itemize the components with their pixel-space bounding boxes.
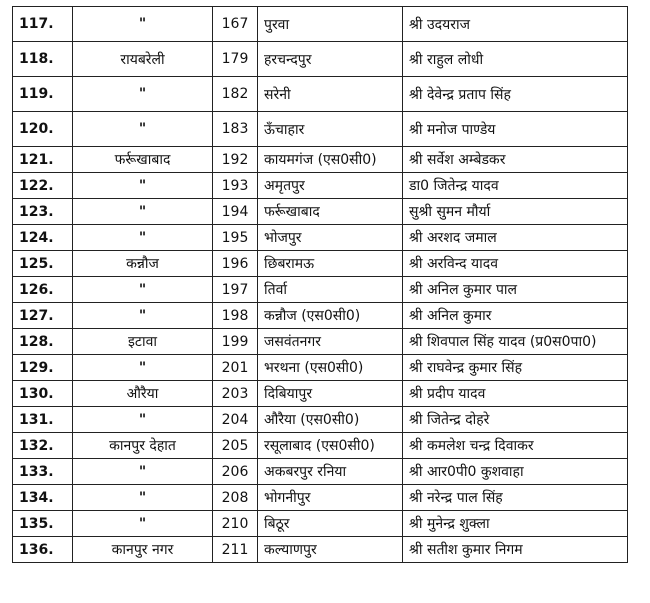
constituency-name-cell: कायमगंज (एस0सी0) [258,147,403,173]
district-cell: कानपुर देहात [73,433,213,459]
constituency-number-cell: 193 [213,173,258,199]
constituency-name-cell: बिठूर [258,511,403,537]
constituency-number-cell: 208 [213,485,258,511]
district-cell: कानपुर नगर [73,537,213,563]
candidate-name-cell: श्री सर्वेश अम्बेडकर [403,147,628,173]
table-row [13,42,628,77]
serial-number-cell: 125. [13,251,73,277]
candidate-name-cell: श्री आर0पी0 कुशवाहा [403,459,628,485]
constituency-number-cell: 197 [213,277,258,303]
candidate-name-cell: श्री अरशद जमाल [403,225,628,251]
district-cell: " [73,407,213,433]
serial-number-cell: 117. [13,7,73,42]
district-cell: कन्नौज [73,251,213,277]
district-cell: " [73,173,213,199]
candidate-table [12,6,628,563]
serial-number-cell: 130. [13,381,73,407]
table-row [13,251,628,277]
candidate-name-cell: श्री जितेन्द्र दोहरे [403,407,628,433]
table-row [13,147,628,173]
serial-number-cell: 118. [13,42,73,77]
serial-number-cell: 122. [13,173,73,199]
constituency-name-cell: फर्रूखाबाद [258,199,403,225]
serial-number-cell: 129. [13,355,73,381]
constituency-number-cell: 206 [213,459,258,485]
table-row [13,7,628,42]
table-row [13,112,628,147]
table-row [13,381,628,407]
serial-number-cell: 132. [13,433,73,459]
table-row [13,459,628,485]
serial-number-cell: 127. [13,303,73,329]
constituency-number-cell: 194 [213,199,258,225]
serial-number-cell: 134. [13,485,73,511]
candidate-name-cell: श्री कमलेश चन्द्र दिवाकर [403,433,628,459]
constituency-number-cell: 167 [213,7,258,42]
constituency-name-cell: छिबरामऊ [258,251,403,277]
table-body [13,7,628,563]
district-cell: " [73,112,213,147]
candidate-name-cell: श्री देवेन्द्र प्रताप सिंह [403,77,628,112]
table-row [13,303,628,329]
constituency-number-cell: 210 [213,511,258,537]
constituency-number-cell: 183 [213,112,258,147]
district-cell: " [73,199,213,225]
constituency-number-cell: 192 [213,147,258,173]
district-cell: फर्रूखाबाद [73,147,213,173]
candidate-name-cell: श्री अनिल कुमार पाल [403,277,628,303]
constituency-name-cell: दिबियापुर [258,381,403,407]
district-cell: " [73,77,213,112]
constituency-name-cell: सरेनी [258,77,403,112]
constituency-number-cell: 179 [213,42,258,77]
candidate-name-cell: श्री राहुल लोधी [403,42,628,77]
table-row [13,77,628,112]
constituency-number-cell: 205 [213,433,258,459]
district-cell: " [73,225,213,251]
candidate-name-cell: श्री नरेन्द्र पाल सिंह [403,485,628,511]
serial-number-cell: 120. [13,112,73,147]
constituency-name-cell: जसवंतनगर [258,329,403,355]
constituency-number-cell: 182 [213,77,258,112]
district-cell: " [73,511,213,537]
constituency-name-cell: भोजपुर [258,225,403,251]
constituency-name-cell: अमृतपुर [258,173,403,199]
serial-number-cell: 119. [13,77,73,112]
district-cell: " [73,485,213,511]
candidate-name-cell: श्री अनिल कुमार [403,303,628,329]
district-cell: इटावा [73,329,213,355]
constituency-name-cell: ऊँचाहार [258,112,403,147]
serial-number-cell: 136. [13,537,73,563]
constituency-name-cell: हरचन्दपुर [258,42,403,77]
constituency-number-cell: 203 [213,381,258,407]
table-row [13,511,628,537]
serial-number-cell: 128. [13,329,73,355]
candidate-name-cell: डा0 जितेन्द्र यादव [403,173,628,199]
candidate-name-cell: श्री उदयराज [403,7,628,42]
district-cell: " [73,459,213,485]
constituency-number-cell: 199 [213,329,258,355]
serial-number-cell: 121. [13,147,73,173]
district-cell: औरैया [73,381,213,407]
candidate-name-cell: श्री मनोज पाण्डेय [403,112,628,147]
table-row [13,407,628,433]
candidate-name-cell: श्री शिवपाल सिंह यादव (प्र0स0पा0) [403,329,628,355]
constituency-number-cell: 196 [213,251,258,277]
candidate-name-cell: श्री राघवेन्द्र कुमार सिंह [403,355,628,381]
constituency-number-cell: 198 [213,303,258,329]
serial-number-cell: 123. [13,199,73,225]
constituency-name-cell: अकबरपुर रनिया [258,459,403,485]
constituency-number-cell: 211 [213,537,258,563]
constituency-name-cell: पुरवा [258,7,403,42]
table-row [13,277,628,303]
table-row [13,199,628,225]
district-cell: रायबरेली [73,42,213,77]
serial-number-cell: 135. [13,511,73,537]
table-row [13,485,628,511]
candidate-name-cell: श्री सतीश कुमार निगम [403,537,628,563]
constituency-number-cell: 201 [213,355,258,381]
serial-number-cell: 124. [13,225,73,251]
candidate-name-cell: श्री प्रदीप यादव [403,381,628,407]
district-cell: " [73,303,213,329]
table-row [13,173,628,199]
constituency-name-cell: रसूलाबाद (एस0सी0) [258,433,403,459]
district-cell: " [73,7,213,42]
candidate-name-cell: श्री अरविन्द यादव [403,251,628,277]
constituency-name-cell: कन्नौज (एस0सी0) [258,303,403,329]
constituency-number-cell: 204 [213,407,258,433]
constituency-name-cell: भोगनीपुर [258,485,403,511]
constituency-name-cell: औरैया (एस0सी0) [258,407,403,433]
serial-number-cell: 131. [13,407,73,433]
candidate-name-cell: सुश्री सुमन मौर्या [403,199,628,225]
table-row [13,433,628,459]
constituency-name-cell: भरथना (एस0सी0) [258,355,403,381]
table-row [13,537,628,563]
constituency-name-cell: तिर्वा [258,277,403,303]
table-row [13,329,628,355]
serial-number-cell: 126. [13,277,73,303]
candidate-name-cell: श्री मुनेन्द्र शुक्ला [403,511,628,537]
district-cell: " [73,355,213,381]
district-cell: " [73,277,213,303]
constituency-number-cell: 195 [213,225,258,251]
serial-number-cell: 133. [13,459,73,485]
table-row [13,225,628,251]
constituency-name-cell: कल्याणपुर [258,537,403,563]
table-row [13,355,628,381]
